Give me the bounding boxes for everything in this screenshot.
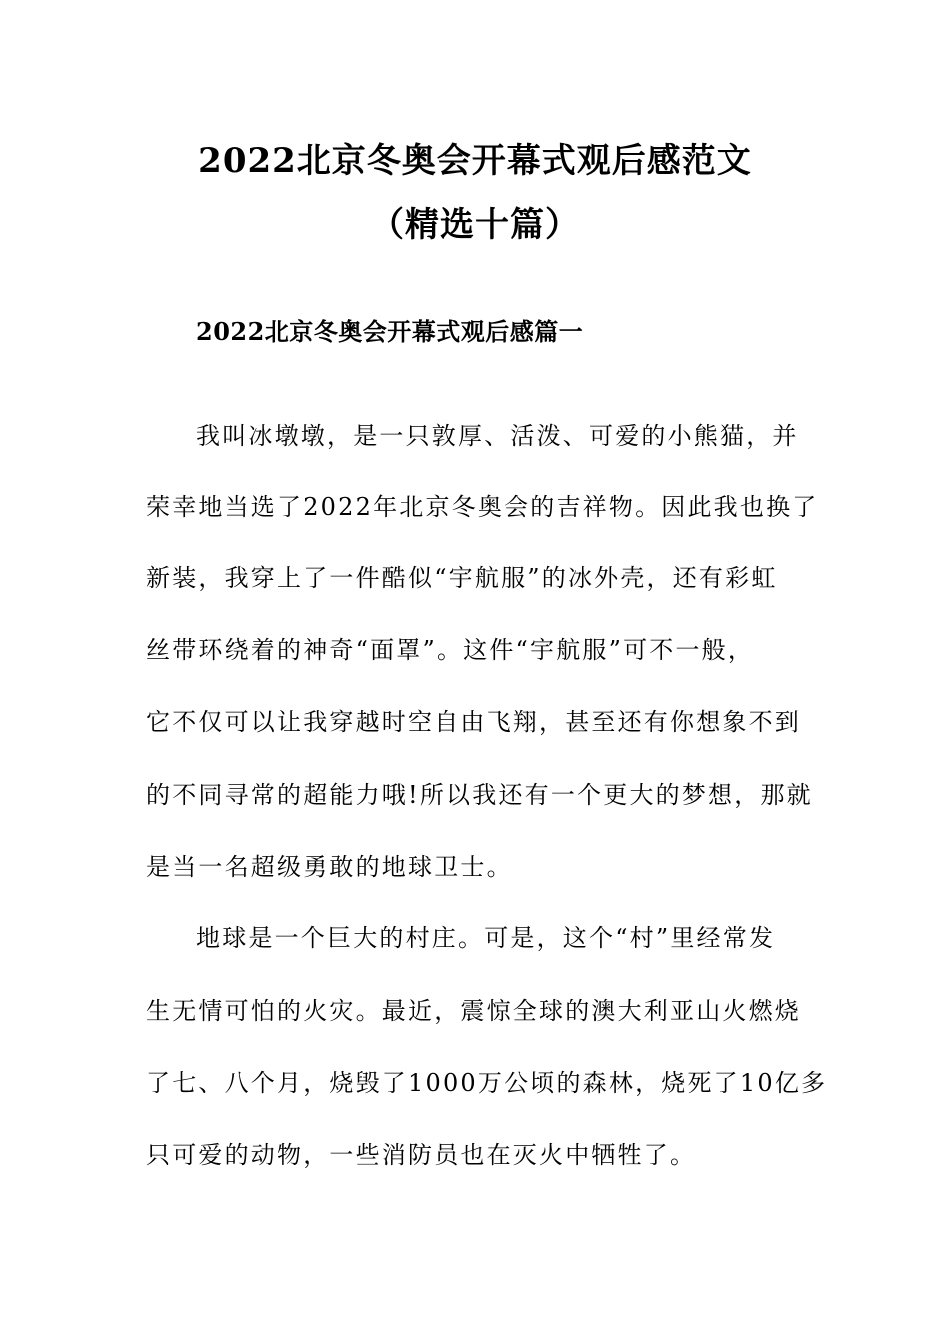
paragraph-line: 它不仅可以让我穿越时空自由飞翔，甚至还有你想象不到 [146, 708, 801, 736]
document-subtitle: （精选十篇） [370, 205, 580, 245]
paragraph-line: 荣幸地当选了2022年北京冬奥会的吉祥物。因此我也换了 [146, 493, 819, 521]
paragraph-line: 是当一名超级勇敢的地球卫士。 [146, 853, 513, 881]
section-heading: 2022北京冬奥会开幕式观后感篇一 [196, 317, 584, 346]
paragraph-line: 地球是一个巨大的村庄。可是，这个“村”里经常发 [196, 924, 776, 952]
paragraph-line: 新装，我穿上了一件酷似“宇航服”的冰外壳，还有彩虹 [146, 564, 778, 592]
paragraph-line: 生无情可怕的火灾。最近，震惊全球的澳大利亚山火燃烧 [146, 997, 801, 1025]
paragraph-line: 丝带环绕着的神奇“面罩”。这件“宇航服”可不一般， [146, 636, 755, 664]
paragraph-line: 只可爱的动物，一些消防员也在灭火中牺牲了。 [146, 1141, 697, 1169]
paragraph-line: 了七、八个月，烧毁了1000万公顷的森林，烧死了10亿多 [146, 1069, 828, 1097]
document-title: 2022北京冬奥会开幕式观后感范文 [198, 141, 752, 181]
paragraph-line: 我叫冰墩墩，是一只敦厚、活泼、可爱的小熊猫，并 [196, 422, 799, 450]
paragraph-line: 的不同寻常的超能力哦!所以我还有一个更大的梦想，那就 [146, 781, 813, 809]
